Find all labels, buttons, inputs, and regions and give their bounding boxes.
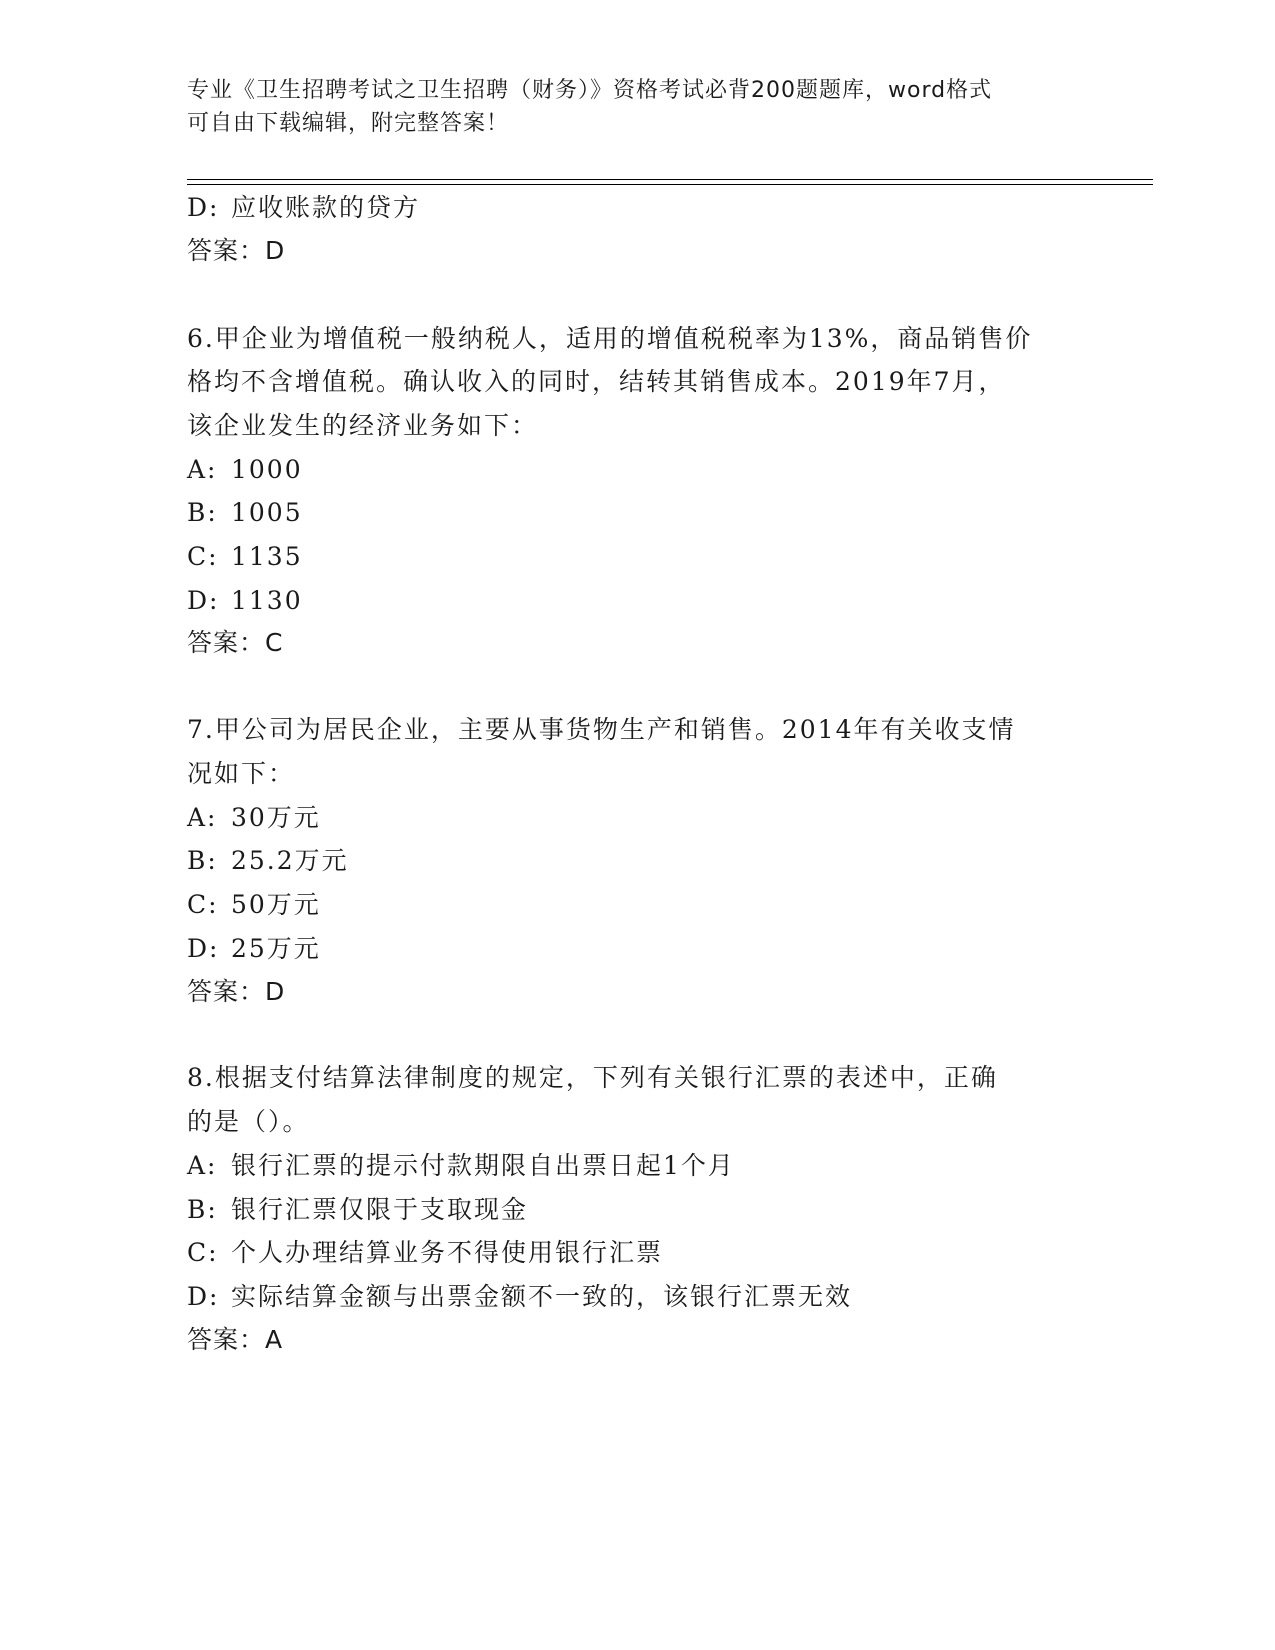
q7-option-d bbox=[187, 934, 321, 964]
q8-option-b bbox=[187, 1195, 528, 1225]
option-key: B: bbox=[187, 498, 218, 527]
header-divider-top bbox=[187, 179, 1153, 180]
q6-option-c bbox=[187, 542, 303, 572]
q8-stem-line-1: 8.根据支付结算法律制度的规定，下列有关银行汇票的表述中，正确 bbox=[187, 1063, 998, 1092]
q8-option-c bbox=[187, 1238, 663, 1268]
option-text: 30万元 bbox=[231, 803, 321, 832]
q6-option-a bbox=[187, 455, 303, 485]
q7-answer: 答案：D bbox=[187, 977, 286, 1006]
option-text: 银行汇票的提示付款期限自出票日起1个月 bbox=[231, 1151, 735, 1180]
option-key: C: bbox=[187, 542, 219, 571]
option-key: B: bbox=[187, 846, 218, 875]
option-key: D: bbox=[187, 1282, 220, 1311]
q8-stem-line-2: 的是（）。 bbox=[187, 1107, 310, 1136]
option-text: 25万元 bbox=[231, 934, 321, 963]
option-key: D: bbox=[187, 586, 220, 615]
option-key: D: bbox=[187, 934, 220, 963]
prev-option-d bbox=[187, 193, 420, 223]
q7-stem-line-2: 况如下： bbox=[187, 759, 296, 788]
option-key: A: bbox=[187, 1151, 218, 1180]
q8-answer: 答案：A bbox=[187, 1325, 284, 1354]
q7-option-b bbox=[187, 846, 349, 876]
header-title-line-2: 可自由下载编辑，附完整答案！ bbox=[187, 111, 510, 136]
option-key: C: bbox=[187, 1238, 219, 1267]
q6-option-b bbox=[187, 498, 303, 528]
q6-stem-line-3: 该企业发生的经济业务如下： bbox=[187, 411, 539, 440]
option-key: A: bbox=[187, 803, 218, 832]
q6-option-d bbox=[187, 586, 303, 616]
option-text: 实际结算金额与出票金额不一致的，该银行汇票无效 bbox=[231, 1282, 853, 1311]
document-header bbox=[187, 74, 1067, 140]
option-text: 银行汇票仅限于支取现金 bbox=[231, 1195, 529, 1224]
q6-answer: 答案：C bbox=[187, 628, 284, 657]
q6-stem-line-1: 6.甲企业为增值税一般纳税人，适用的增值税税率为13%，商品销售价 bbox=[187, 324, 1033, 353]
q8-option-a bbox=[187, 1151, 735, 1181]
option-key: A: bbox=[187, 455, 218, 484]
header-divider-bottom bbox=[187, 184, 1153, 185]
q7-option-c bbox=[187, 890, 321, 920]
option-text: 1135 bbox=[231, 542, 303, 571]
q7-option-a bbox=[187, 803, 321, 833]
option-key: B: bbox=[187, 1195, 218, 1224]
option-text: 1000 bbox=[231, 455, 303, 484]
option-text: 25.2万元 bbox=[231, 846, 349, 875]
prev-answer: 答案：D bbox=[187, 236, 286, 265]
q7-stem-line-1: 7.甲公司为居民企业，主要从事货物生产和销售。2014年有关收支情 bbox=[187, 715, 1016, 744]
q8-option-d bbox=[187, 1282, 852, 1312]
option-key: C: bbox=[187, 890, 219, 919]
header-title-line-1: 专业《卫生招聘考试之卫生招聘（财务）》资格考试必背200题题库，word格式 bbox=[187, 78, 993, 103]
option-text: 50万元 bbox=[231, 890, 321, 919]
option-text: 1130 bbox=[231, 586, 303, 615]
option-text: 个人办理结算业务不得使用银行汇票 bbox=[231, 1238, 664, 1267]
option-text: 应收账款的贷方 bbox=[231, 193, 421, 222]
q6-stem-line-2: 格均不含增值税。确认收入的同时，结转其销售成本。2019年7月， bbox=[187, 367, 1006, 396]
option-key: D: bbox=[187, 193, 220, 222]
option-text: 1005 bbox=[231, 498, 303, 527]
